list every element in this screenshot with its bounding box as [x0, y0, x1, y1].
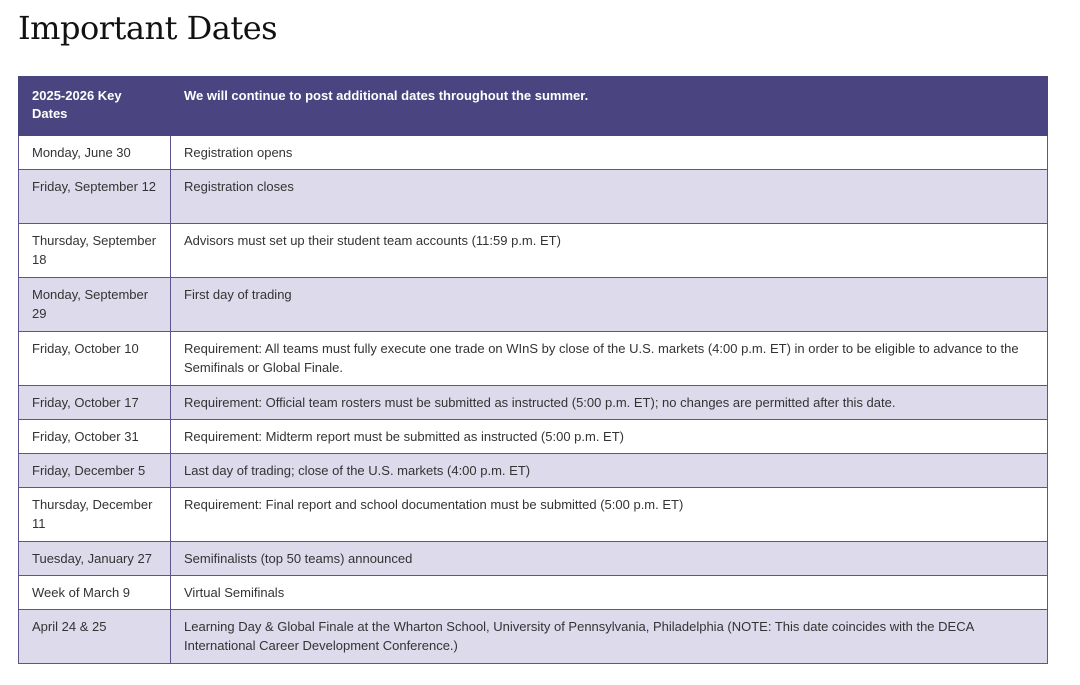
table-header-row: [19, 77, 1048, 136]
row-event: Requirement: Official team rosters must be submitted as instructed (5:00 p.m. ET); no changes are permitted after this date.: [171, 386, 1048, 420]
table-row: [19, 542, 1048, 576]
row-date: Friday, September 12: [19, 170, 171, 224]
row-event: Learning Day & Global Finale at the Wharton School, University of Pennsylvania, Philadelphia (NOTE: This date coincides with the DECA International Career Development Conference.): [171, 610, 1048, 664]
row-date: Tuesday, January 27: [19, 542, 171, 576]
row-event: Virtual Semifinals: [171, 576, 1048, 610]
row-date: Friday, October 31: [19, 420, 171, 454]
row-event: Requirement: Midterm report must be submitted as instructed (5:00 p.m. ET): [171, 420, 1048, 454]
row-date: Monday, June 30: [19, 136, 171, 170]
row-event: Advisors must set up their student team accounts (11:59 p.m. ET): [171, 224, 1048, 278]
row-event: Registration opens: [171, 136, 1048, 170]
row-date: Friday, October 10: [19, 332, 171, 386]
table-row: [19, 224, 1048, 278]
table-row: [19, 454, 1048, 488]
row-event: Registration closes: [171, 170, 1048, 224]
column-header-note: We will continue to post additional dates throughout the summer.: [171, 77, 1048, 136]
page-title: Important Dates: [18, 9, 278, 47]
table-row: [19, 136, 1048, 170]
row-date: Friday, October 17: [19, 386, 171, 420]
row-event: Last day of trading; close of the U.S. markets (4:00 p.m. ET): [171, 454, 1048, 488]
row-event: First day of trading: [171, 278, 1048, 332]
row-date: Monday, September 29: [19, 278, 171, 332]
row-event: Semifinalists (top 50 teams) announced: [171, 542, 1048, 576]
row-event: Requirement: Final report and school documentation must be submitted (5:00 p.m. ET): [171, 488, 1048, 542]
table-row: [19, 610, 1048, 664]
row-date: Friday, December 5: [19, 454, 171, 488]
column-header-dates: 2025-2026 Key Dates: [19, 77, 171, 136]
table-row: [19, 332, 1048, 386]
row-event: Requirement: All teams must fully execute one trade on WInS by close of the U.S. markets (4:00 p.m. ET) in order to be eligible to advance to the Semifinals or Global Finale.: [171, 332, 1048, 386]
table-row: [19, 170, 1048, 224]
table-row: [19, 420, 1048, 454]
row-date: Thursday, September 18: [19, 224, 171, 278]
table-row: [19, 386, 1048, 420]
key-dates-table: [18, 76, 1048, 664]
row-date: Thursday, December 11: [19, 488, 171, 542]
table-row: [19, 488, 1048, 542]
row-date: April 24 & 25: [19, 610, 171, 664]
row-date: Week of March 9: [19, 576, 171, 610]
table-row: [19, 576, 1048, 610]
table-row: [19, 278, 1048, 332]
